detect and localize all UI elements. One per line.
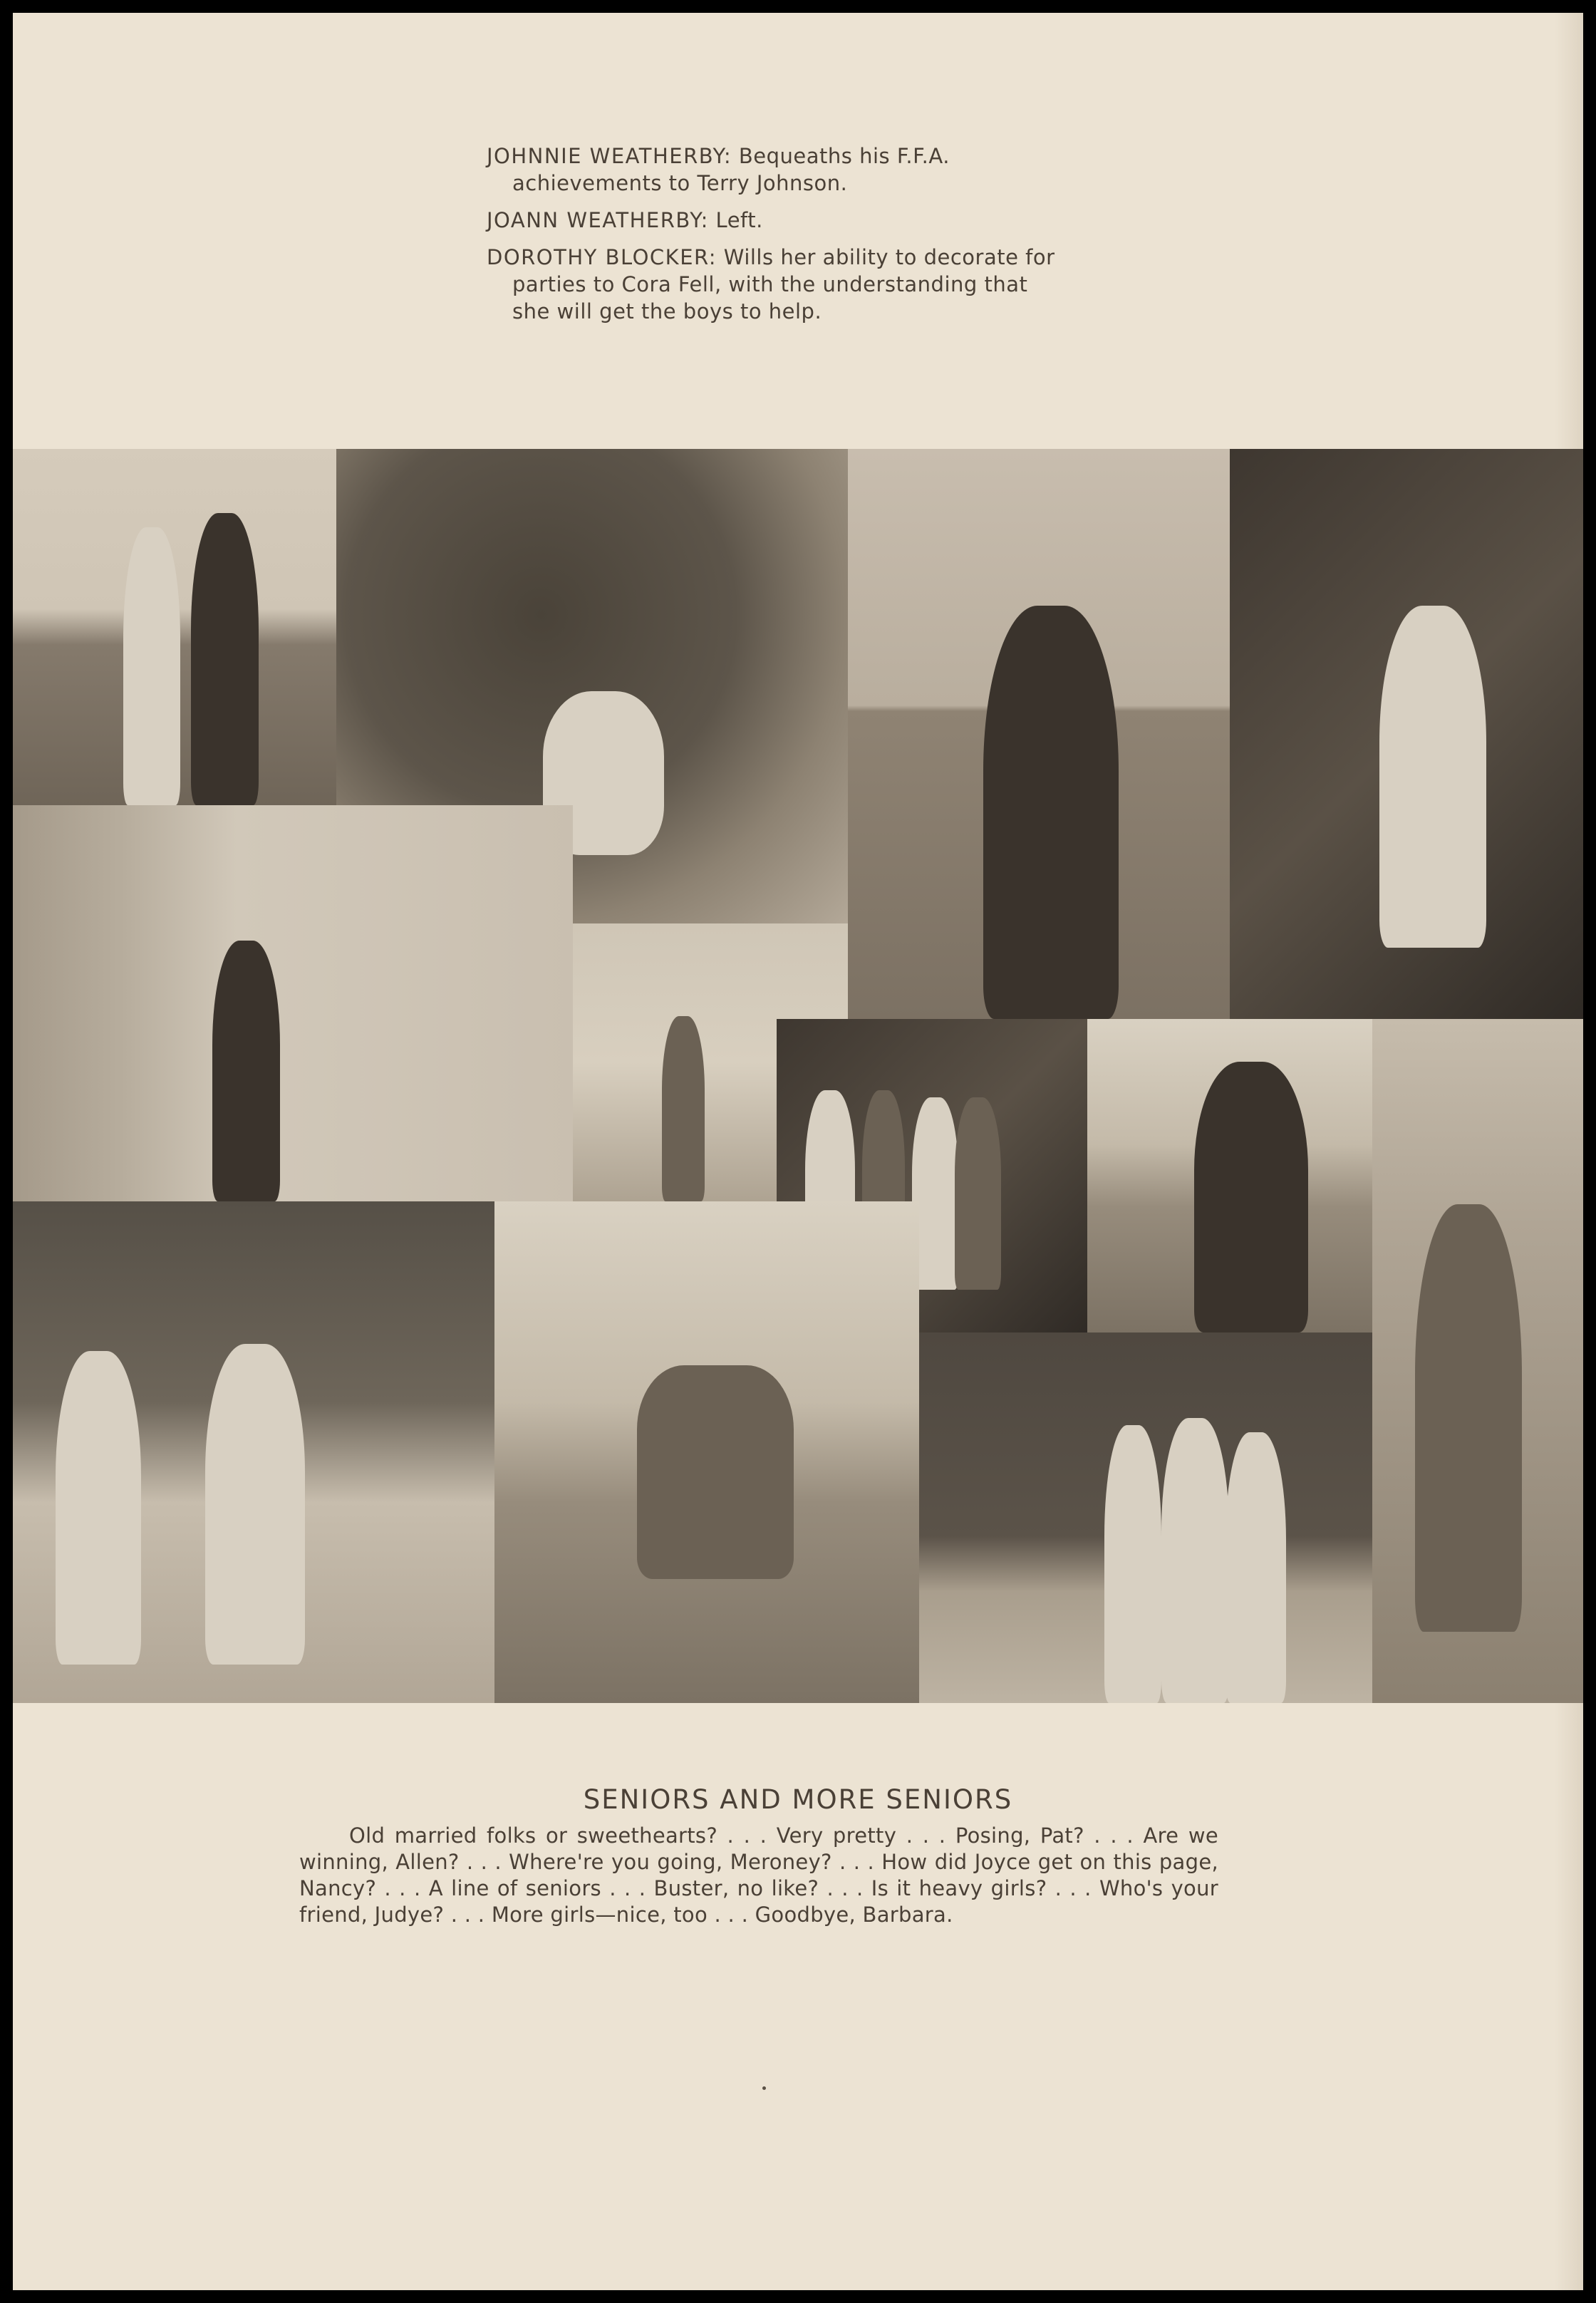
will-name: DOROTHY BLOCKER: bbox=[487, 245, 717, 269]
will-entry bbox=[487, 207, 1057, 234]
photo-embrace bbox=[1087, 1019, 1372, 1332]
photo-young-man bbox=[848, 449, 1230, 1019]
will-text: Wills her ability to decorate for parties to Cora Fell, with the understanding that she will get the boys to help. bbox=[512, 245, 1055, 324]
photo-figure bbox=[205, 1344, 305, 1665]
will-entry bbox=[487, 143, 1057, 197]
will-entry bbox=[487, 244, 1057, 325]
page-heading: SENIORS AND MORE SENIORS bbox=[583, 1784, 1013, 1815]
will-text: Left. bbox=[708, 208, 763, 232]
photo-three-girls bbox=[919, 1332, 1372, 1703]
photo-figure bbox=[56, 1351, 141, 1665]
will-name: JOANN WEATHERBY: bbox=[487, 208, 709, 232]
photo-figure bbox=[1194, 1062, 1308, 1332]
will-text: Bequeaths his F.F.A. achievements to Terry Johnson. bbox=[512, 144, 950, 195]
photo-woman-walking bbox=[1372, 1019, 1583, 1703]
photo-boy-by-wall bbox=[13, 805, 573, 1201]
photo-figure bbox=[1415, 1204, 1522, 1632]
senior-wills bbox=[487, 143, 1057, 335]
photo-figure bbox=[1104, 1425, 1161, 1703]
photo-girls-at-well bbox=[13, 1201, 494, 1703]
will-name: JOHNNIE WEATHERBY: bbox=[487, 144, 732, 168]
photo-figure bbox=[983, 606, 1119, 1019]
photo-figure bbox=[955, 1097, 1001, 1290]
photo-figure bbox=[637, 1365, 794, 1579]
photo-figure bbox=[662, 1016, 705, 1201]
yearbook-page bbox=[13, 13, 1583, 2290]
photo-girl-on-donkey bbox=[494, 1201, 919, 1703]
photo-caption: Old married folks or sweethearts? . . . Very pretty . . . Posing, Pat? . . . Are we winning, Allen? . . . Where're you going, Meroney? . . . How did Joyce get on this page, Nancy? . . . A line of seniors . . . Buster, no like? . . . Is it heavy girls? . . . Who's your friend, Judye? . . . More girls—nice, too . . . Goodbye, Barbara. bbox=[299, 1823, 1218, 1927]
photo-figure bbox=[1226, 1432, 1286, 1703]
photo-figure bbox=[1161, 1418, 1229, 1703]
photo-figure bbox=[1379, 606, 1486, 948]
photo-figure bbox=[123, 527, 180, 805]
photo-dark-interior bbox=[1230, 449, 1583, 1019]
photo-couple bbox=[13, 449, 336, 805]
photo-figure bbox=[212, 941, 280, 1201]
page-dot bbox=[762, 2086, 766, 2090]
photo-figure bbox=[191, 513, 259, 805]
